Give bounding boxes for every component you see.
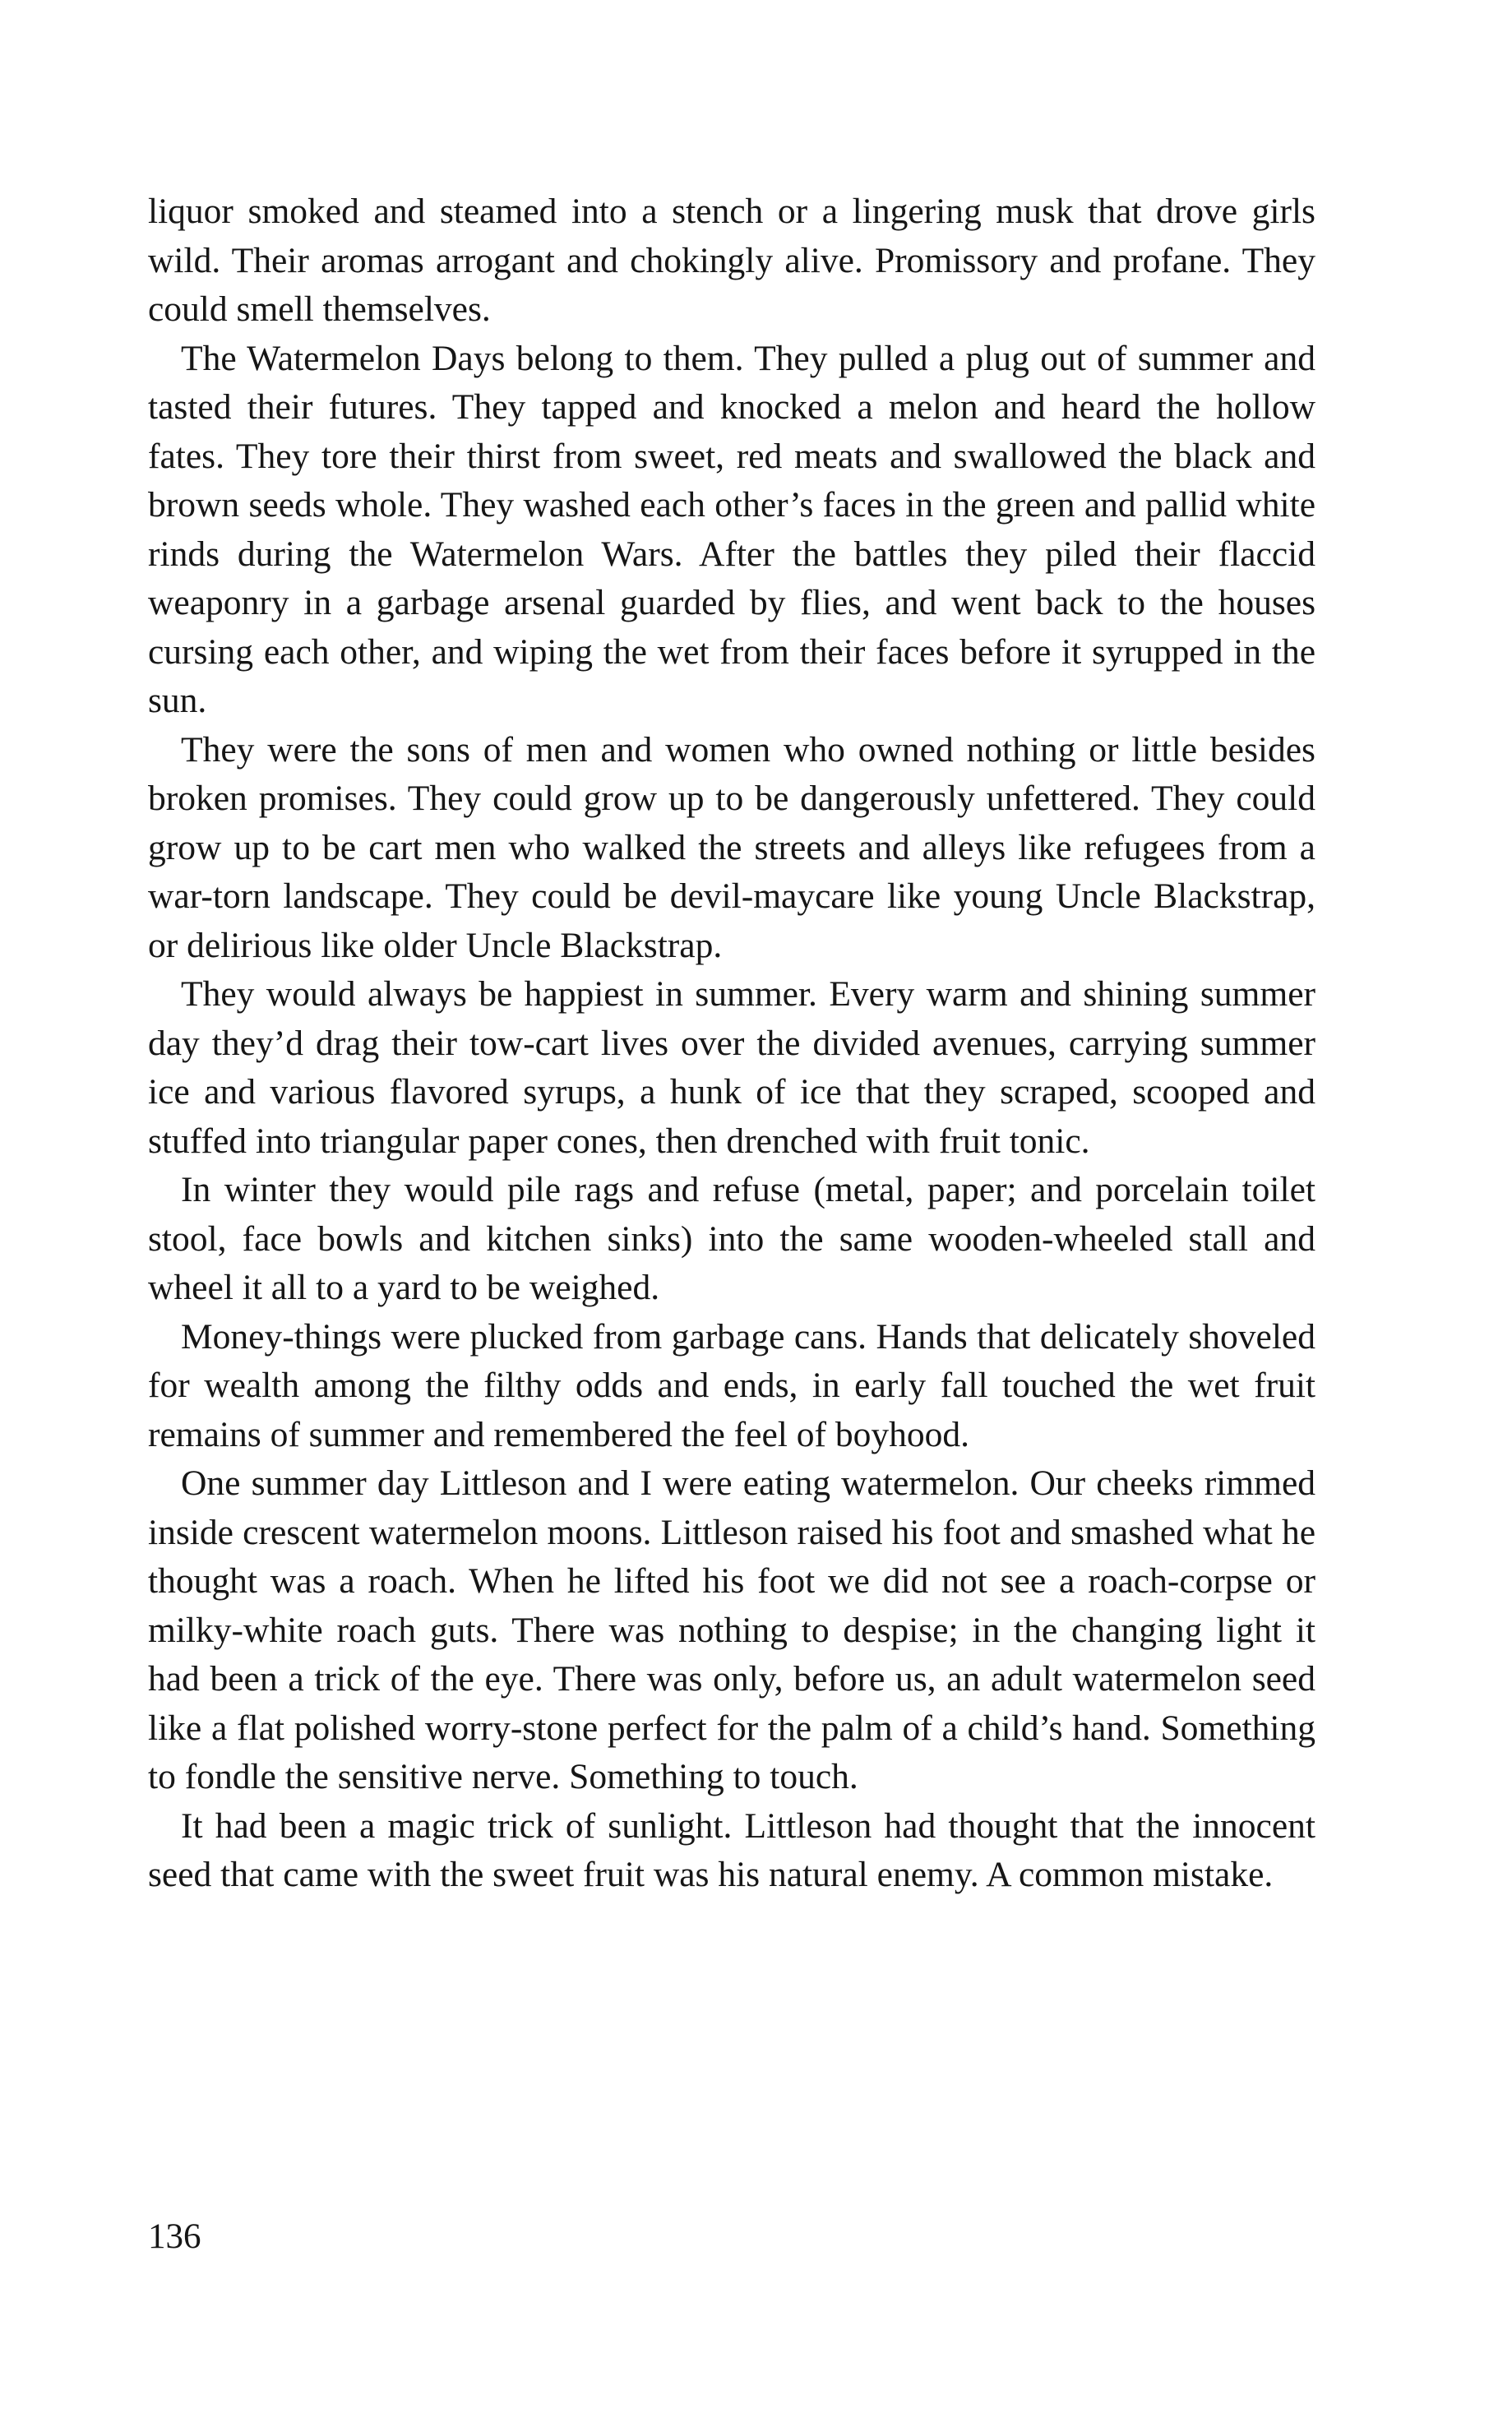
paragraph: They were the sons of men and women who owned nothing or little besides broken promises. They could grow up to be dangerously unfettered. They could grow up to be cart men who walked the streets and alleys like refugees from a war-torn landscape. They could be devil-maycare like young Uncle Blackstrap, or delirious like older Uncle Blackstrap. — [148, 729, 1315, 965]
paragraph: liquor smoked and steamed into a stench or a lingering musk that drove girls wild. Their aromas arrogant and chokingly alive. Promissory and profane. They could smell themselves. — [148, 192, 1315, 329]
paragraph: The Watermelon Days belong to them. They pulled a plug out of summer and tasted their futures. They tapped and knocked a melon and heard the hollow fates. They tore their thirst from sweet, red meats and swallowed the black and brown seeds whole. They washed each other’s faces in the green and pallid white rinds during the Watermelon Wars. After the battles they piled their flaccid weaponry in a garbage arsenal guarded by flies, and went back to the houses cursing each other, and wiping the wet from their faces before it syrupped in the sun. — [148, 338, 1315, 720]
body-text — [148, 187, 1315, 1900]
paragraph: They would always be happiest in summer. Every warm and shining summer day they’d drag their tow-cart lives over the divided avenues, carrying summer ice and various flavored syrups, a hunk of ice that they scraped, scooped and stuffed into triangular paper cones, then drenched with fruit tonic. — [148, 974, 1315, 1161]
paragraph: Money-things were plucked from garbage cans. Hands that delicately shoveled for wealth among the filthy odds and ends, in early fall touched the wet fruit remains of summer and remembered the feel of boyhood. — [148, 1316, 1315, 1454]
page-number: 136 — [148, 2217, 201, 2256]
paragraph: It had been a magic trick of sunlight. Littleson had thought that the innocent seed that came with the sweet fruit was his natural enemy. A common mistake. — [148, 1805, 1315, 1894]
paragraph: In winter they would pile rags and refuse (metal, paper; and porcelain toilet stool, face bowls and kitchen sinks) into the same wooden-wheeled stall and wheel it all to a yard to be weighed. — [148, 1170, 1315, 1307]
paragraph: One summer day Littleson and I were eating watermelon. Our cheeks rimmed inside crescent watermelon moons. Littleson raised his foot and smashed what he thought was a roach. When he lifted his foot we did not see a roach-corpse or milky-white roach guts. There was nothing to despise; in the changing light it had been a trick of the eye. There was only, before us, an adult watermelon seed like a flat polished worry-stone perfect for the palm of a child’s hand. Something to fondle the sensitive nerve. Something to touch. — [148, 1463, 1315, 1796]
